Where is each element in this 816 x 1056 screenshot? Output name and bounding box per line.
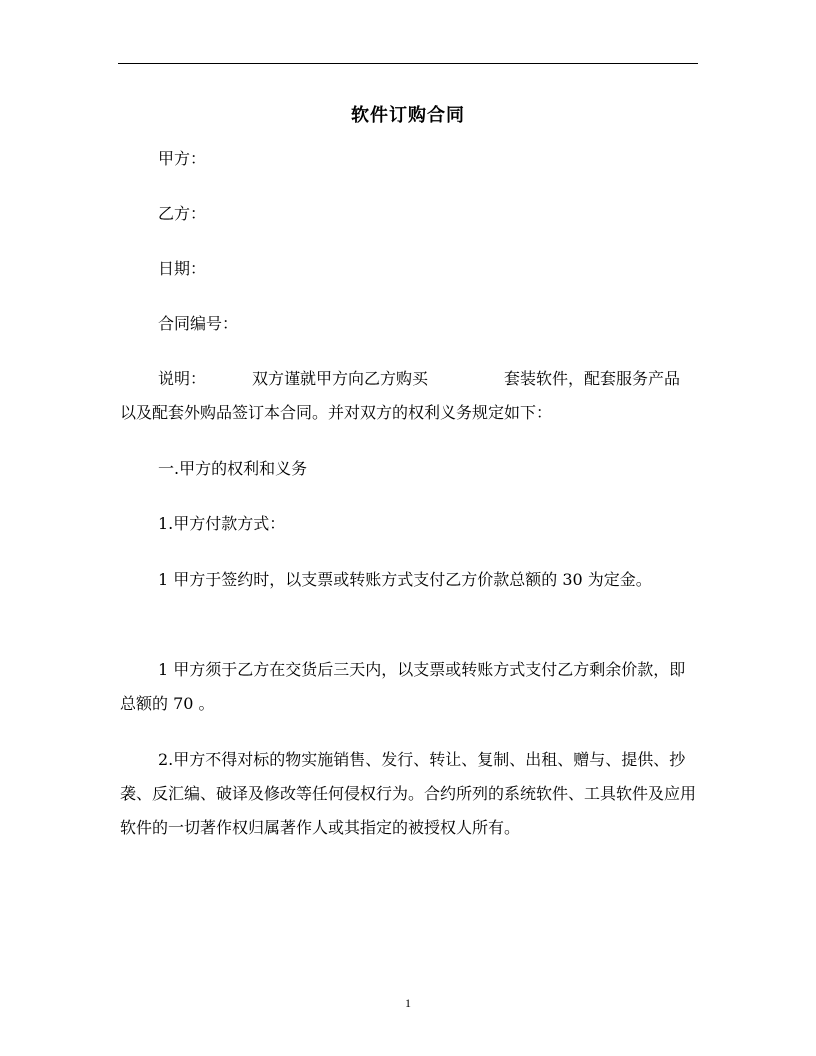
party-b-line: 乙方： [158, 204, 207, 223]
description-text-1: 双方谨就甲方向乙方购买 [252, 369, 429, 388]
description-text-2: 套装软件，配套服务产品以及配套外购品签订本合同。并对双方的权利义务规定如下： [120, 369, 681, 422]
header-rule [118, 63, 698, 64]
page-number: 1 [405, 996, 411, 1010]
party-a-line: 甲方： [158, 149, 207, 168]
description-paragraph [120, 362, 696, 430]
item-1-heading: 1.甲方付款方式： [158, 514, 286, 533]
item-2-paragraph: 2.甲方不得对标的物实施销售、发行、转让、复制、出租、赠与、提供、抄袭、反汇编、破译及修改等任何侵权行为。合约所列的系统软件、工具软件及应用软件的一切著作权归属著作人或其指定的被授权人所有。 [120, 750, 697, 837]
section-1-heading: 一.甲方的权利和义务 [158, 459, 308, 478]
description-label: 说明： [158, 369, 207, 388]
item-1-b-paragraph: 1 甲方须于乙方在交货后三天内，以支票或转账方式支付乙方剩余价款，即总额的 70 。 [120, 660, 686, 713]
document-title: 软件订购合同 [351, 105, 465, 126]
date-line: 日期： [158, 259, 207, 278]
item-1-a-paragraph: 1 甲方于签约时，以支票或转账方式支付乙方价款总额的 30 为定金。 [158, 570, 652, 589]
contract-number-line: 合同编号： [158, 314, 239, 333]
